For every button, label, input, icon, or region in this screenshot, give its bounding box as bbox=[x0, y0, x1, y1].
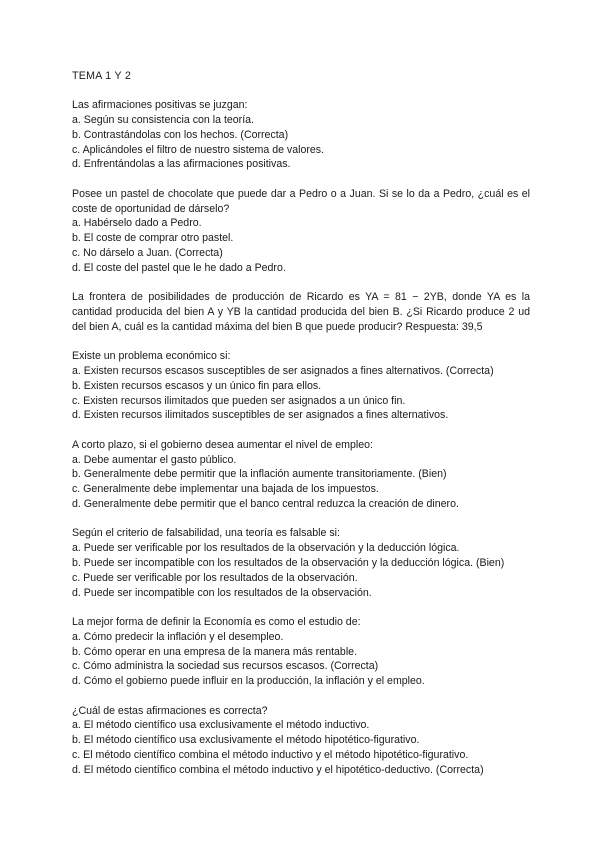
option-d: d. El coste del pastel que le he dado a Pedro. bbox=[72, 261, 286, 274]
option-c: c. Existen recursos ilimitados que pueden ser asignados a un único fin. bbox=[72, 394, 406, 407]
question-stem: La mejor forma de definir la Economía es como el estudio de: bbox=[72, 615, 361, 628]
question-5 bbox=[72, 438, 530, 512]
option-c: c. Cómo administra la sociedad sus recursos escasos. (Correcta) bbox=[72, 660, 379, 673]
document-title: TEMA 1 Y 2 bbox=[72, 70, 132, 82]
question-stem: Las afirmaciones positivas se juzgan: bbox=[72, 99, 248, 112]
question-stem: ¿Cuál de estas afirmaciones es correcta? bbox=[72, 704, 268, 717]
question-stem: Según el criterio de falsabilidad, una teoría es falsable si: bbox=[72, 527, 340, 540]
option-a: a. El método científico usa exclusivamente el método inductivo. bbox=[72, 719, 370, 732]
option-c: c. Generalmente debe implementar una bajada de los impuestos. bbox=[72, 483, 379, 496]
option-d: d. Enfrentándolas a las afirmaciones positivas. bbox=[72, 158, 291, 171]
option-d: d. Puede ser incompatible con los resultados de la observación. bbox=[72, 586, 372, 599]
question-stem: A corto plazo, si el gobierno desea aumentar el nivel de empleo: bbox=[72, 438, 373, 451]
option-d: d. Cómo el gobierno puede influir en la producción, la inflación y el empleo. bbox=[72, 675, 425, 688]
option-a: a. Según su consistencia con la teoría. bbox=[72, 114, 254, 127]
option-a: a. Existen recursos escasos susceptibles de ser asignados a fines alternativos. (Correcta) bbox=[72, 365, 494, 378]
option-a: a. Habérselo dado a Pedro. bbox=[72, 217, 202, 230]
question-3 bbox=[72, 290, 530, 334]
option-c: c. Aplicándoles el filtro de nuestro sistema de valores. bbox=[72, 143, 325, 156]
option-b: b. Contrastándolas con los hechos. (Correcta) bbox=[72, 128, 289, 141]
option-d: d. El método científico combina el método inductivo y el hipotético-deductivo. (Correcta) bbox=[72, 763, 484, 776]
question-stem: Existe un problema económico si: bbox=[72, 350, 231, 363]
option-a: a. Puede ser verificable por los resultados de la observación y la deducción lógica. bbox=[72, 542, 460, 555]
option-a: a. Cómo predecir la inflación y el desempleo. bbox=[72, 630, 284, 643]
question-2 bbox=[72, 187, 530, 276]
option-c: c. No dárselo a Juan. (Correcta) bbox=[72, 247, 223, 260]
option-c: c. El método científico combina el método inductivo y el método hipotético-figurativo. bbox=[72, 748, 469, 761]
option-b: b. Existen recursos escasos y un único fin para ellos. bbox=[72, 379, 322, 392]
option-b: b. Puede ser incompatible con los resultados de la observación y la deducción lógica. (Bien) bbox=[72, 556, 505, 569]
question-8 bbox=[72, 704, 530, 778]
option-d: d. Existen recursos ilimitados susceptibles de ser asignados a fines alternativos. bbox=[72, 409, 449, 422]
question-6 bbox=[72, 526, 530, 600]
option-a: a. Debe aumentar el gasto público. bbox=[72, 453, 237, 466]
option-b: b. Cómo operar en una empresa de la manera más rentable. bbox=[72, 645, 358, 658]
option-c: c. Puede ser verificable por los resultados de la observación. bbox=[72, 571, 358, 584]
question-stem: Posee un pastel de chocolate que puede dar a Pedro o a Juan. Si se lo da a Pedro, ¿cuál es el coste de oportunidad de dárselo? bbox=[72, 187, 530, 215]
option-d: d. Generalmente debe permitir que el banco central reduzca la creación de dinero. bbox=[72, 498, 459, 510]
option-b: b. El método científico usa exclusivamente el método hipotético-figurativo. bbox=[72, 734, 420, 747]
question-7 bbox=[72, 615, 530, 689]
question-4 bbox=[72, 349, 530, 423]
option-b: b. El coste de comprar otro pastel. bbox=[72, 232, 234, 245]
option-b: b. Generalmente debe permitir que la inflación aumente transitoriamente. (Bien) bbox=[72, 468, 447, 481]
question-1 bbox=[72, 98, 530, 172]
question-stem: La frontera de posibilidades de producción de Ricardo es YA = 81 − 2YB, donde YA es la cantidad producida del bien A y YB la cantidad producida del bien B. ¿Si Ricardo produce 2 ud del bien A, cuál es la cantidad máxima del bien B que puede producir? Respuesta: 39,5 bbox=[72, 291, 530, 333]
